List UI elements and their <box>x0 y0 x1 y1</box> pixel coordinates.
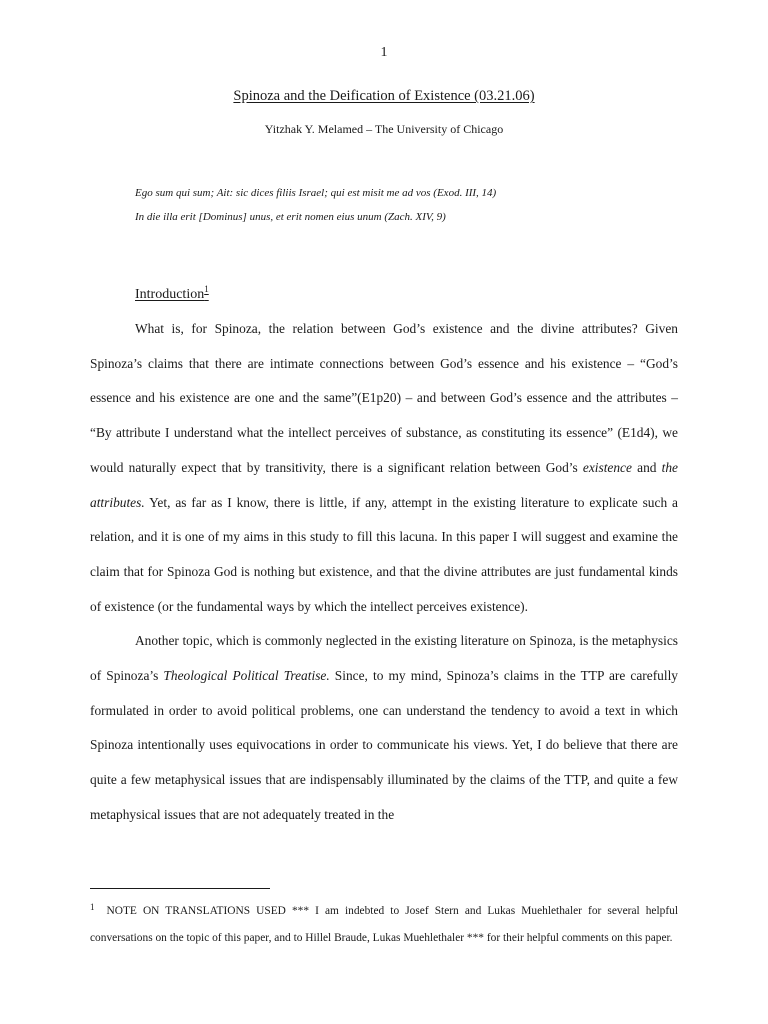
paragraph-1-text: What is, for Spinoza, the relation between God’s existence and the divine attributes? Given Spinoza’s claims that there are intimate connections between God’s essence and his existence – “God’s essence and his existence are one and the same”(E1p20) – and between God’s essence and the attributes – “By attribute I understand what the intellect perceives of substance, as constituting its essence” (E1d4), we would naturally expect that by transitivity, there is a significant relation between God’s <box>90 321 678 475</box>
footnote-mark: 1 <box>90 902 95 912</box>
paper-title: Spinoza and the Deification of Existence (03.21.06) <box>233 88 535 104</box>
emphasis-treatise-title: Theological Political Treatise. <box>163 668 330 684</box>
footnote-divider <box>90 888 270 889</box>
paragraph-2 <box>90 624 678 832</box>
section-heading <box>135 284 209 303</box>
paragraph-1-text: Yet, as far as I know, there is little, if any, attempt in the existing literature to explicate such a relation, and it is one of my aims in this study to fill this lacuna. In this paper I will suggest and examine the claim that for Spinoza God is nothing but existence, and that the divine attributes are just fundamental kinds of existence (or the fundamental ways by which the intellect perceives existence). <box>90 494 678 614</box>
section-heading-label: Introduction <box>135 287 205 302</box>
emphasis-existence: existence <box>582 459 632 475</box>
paragraph-2-text: Since, to my mind, Spinoza’s claims in the TTP are carefully formulated in order to avoid political problems, one can understand the tendency to avoid a text in which Spinoza intentionally uses equivocations in order to communicate his views. Yet, I do believe that there are quite a few metaphysical issues that are indispensably illuminated by the claims of the TTP, and quite a few metaphysical issues that are not adequately treated in the <box>90 668 679 822</box>
emphasis-attributes: the attributes. <box>90 459 678 510</box>
footnote <box>90 894 678 952</box>
author-line: Yitzhak Y. Melamed – The University of Chicago <box>264 122 504 136</box>
paragraph-1 <box>90 312 678 624</box>
epigraph-exodus: Ego sum qui sum; Ait: sic dices filiis Israel; qui est misit me ad vos (Exod. III, 14) <box>135 187 497 199</box>
page-number: 1 <box>380 45 388 60</box>
paragraph-1-text: and <box>631 459 662 475</box>
footnote-reference: 1 <box>204 284 209 294</box>
paragraph-2-text: Another topic, which is commonly neglected in the existing literature on Spinoza, is the metaphysics of Spinoza’s <box>90 633 678 684</box>
footnote-text: NOTE ON TRANSLATIONS USED *** I am indebted to Josef Stern and Lukas Muehlethaler for several helpful conversations on the topic of this paper, and to Hillel Braude, Lukas Muehlethaler *** for their helpful comments on this paper. <box>90 905 678 944</box>
epigraph-zachariah: In die illa erit [Dominus] unus, et erit nomen eius unum (Zach. XIV, 9) <box>135 211 446 223</box>
body-text <box>90 312 678 833</box>
